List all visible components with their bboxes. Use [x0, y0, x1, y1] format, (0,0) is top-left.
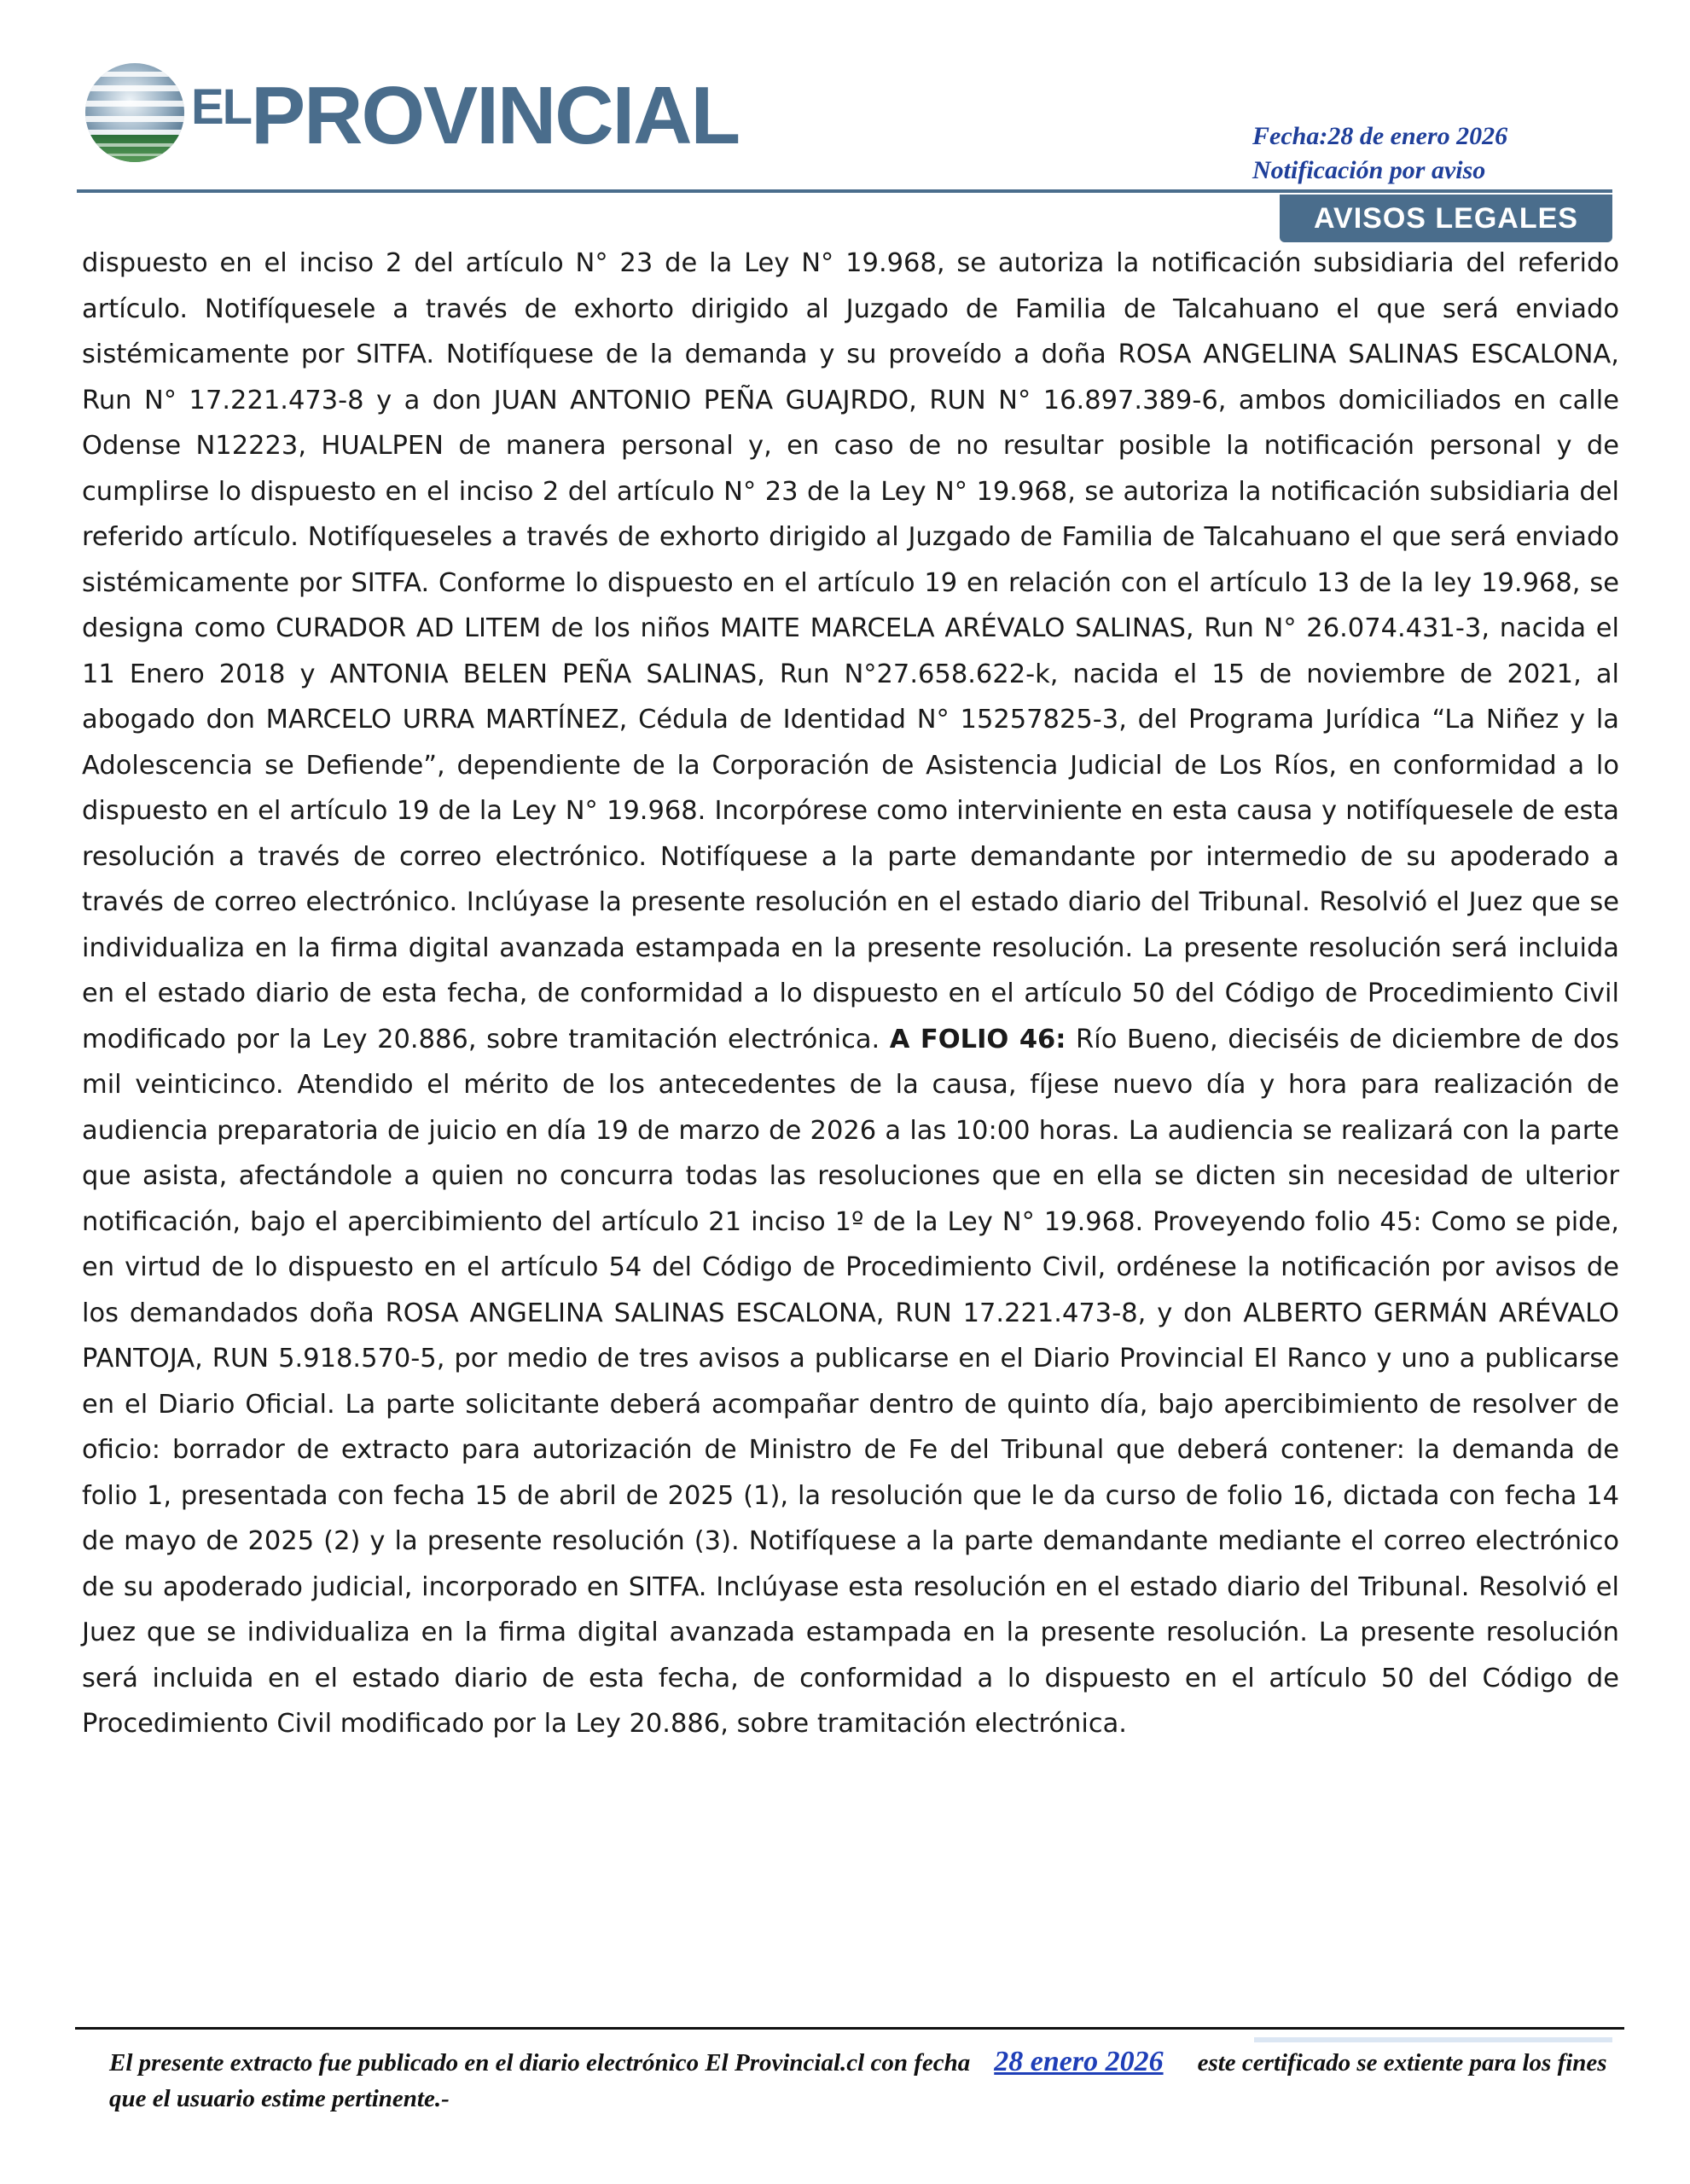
footer-accent-line — [1254, 2037, 1612, 2042]
header-meta — [1252, 119, 1507, 188]
notice-type: Notificación por aviso — [1252, 156, 1486, 184]
certificate-date: 28 enero 2026 — [994, 2046, 1164, 2077]
logo-el: EL — [191, 79, 252, 135]
certificate-text-after: este certificado se extiente para los fines que el usuario estime pertinente.- — [109, 2049, 1607, 2112]
section-tab: AVISOS LEGALES — [1280, 195, 1612, 242]
logo-name: PROVINCIAL — [251, 70, 740, 161]
notice-paragraph — [82, 241, 1619, 1747]
publication-certificate — [109, 2044, 1611, 2117]
logo — [82, 60, 740, 161]
header-divider — [77, 189, 1612, 193]
footer-divider — [75, 2027, 1624, 2030]
publication-date: Fecha:28 de enero 2026 — [1252, 122, 1508, 150]
globe-icon — [82, 60, 188, 166]
notice-text-part2: Río Bueno, dieciséis de diciembre de dos mil veinticinco. Atendido el mérito de los antecedentes de la causa, fíjese nuevo día y hora para realización de audiencia preparatoria de juicio en día 19 de marzo de 2026 a las 10:00 horas. La audiencia se realizará con la parte que asista, afectándole a quien no concurra todas las resoluciones que en ella se dicten sin necesidad de ulterior notificación, bajo el apercibimiento del artículo 21 inciso 1º de la Ley N° 19.968. Proveyendo folio 45: Como se pide, en virtud de lo dispuesto en el artículo 54 del Código de Procedimiento Civil, ordénese la notificación por avisos de los demandados doña ROSA ANGELINA SALINAS ESCALONA, RUN 17.221.473-8, y don ALBERTO GERMÁN ARÉVALO PANTOJA, RUN 5.918.570-5, por medio de tres avisos a publicarse en el Diario Provincial El Ranco y uno a publicarse en el Diario Oficial. La parte solicitante deberá acompañar dentro de quinto día, bajo apercibimiento de resolver de oficio: borrador de extracto para autorización de Ministro de Fe del Tribunal que deberá contener: la demanda de folio 1, presentada con fecha 15 de abril de 2025 (1), la resolución que le da curso de folio 16, dictada con fecha 14 de mayo de 2025 (2) y la presente resolución (3). Notifíquese a la parte demandante mediante el correo electrónico de su apoderado judicial, incorporado en SITFA. Inclúyase esta resolución en el estado diario del Tribunal. Resolvió el Juez que se individualiza en la firma digital avanzada estampada en la presente resolución. La presente resolución será incluida en el estado diario de esta fecha, de conformidad a lo dispuesto en el artículo 50 del Código de Procedimiento Civil modificado por la Ley 20.886, sobre tramitación electrónica. — [82, 1024, 1619, 1739]
legal-notice-body — [82, 241, 1619, 1747]
logo-wordmark — [191, 70, 740, 161]
notice-text-part1: dispuesto en el inciso 2 del artículo N° 23 de la Ley N° 19.968, se autoriza la notificación subsidiaria del referido artículo. Notifíquesele a través de exhorto dirigido al Juzgado de Familia de Talcahuano el que será enviado sistémicamente por SITFA. Notifíquese de la demanda y su proveído a doña ROSA ANGELINA SALINAS ESCALONA, Run N° 17.221.473-8 y a don JUAN ANTONIO PEÑA GUAJRDO, RUN N° 16.897.389-6, ambos domiciliados en calle Odense N12223, HUALPEN de manera personal y, en caso de no resultar posible la notificación personal y de cumplirse lo dispuesto en el inciso 2 del artículo N° 23 de la Ley N° 19.968, se autoriza la notificación subsidiaria del referido artículo. Notifíqueseles a través de exhorto dirigido al Juzgado de Familia de Talcahuano el que será enviado sistémicamente por SITFA. Conforme lo dispuesto en el artículo 19 en relación con el artículo 13 de la ley 19.968, se designa como CURADOR AD LITEM de los niños MAITE MARCELA ARÉVALO SALINAS, Run N° 26.074.431-3, nacida el 11 Enero 2018 y ANTONIA BELEN PEÑA SALINAS, Run N°27.658.622-k, nacida el 15 de noviembre de 2021, al abogado don MARCELO URRA MARTÍNEZ, Cédula de Identidad N° 15257825-3, del Programa Jurídica “La Niñez y la Adolescencia se Defiende”, dependiente de la Corporación de Asistencia Judicial de Los Ríos, en conformidad a lo dispuesto en el artículo 19 de la Ley N° 19.968. Incorpórese como interviniente en esta causa y notifíquesele de esta resolución a través de correo electrónico. Notifíquese a la parte demandante por intermedio de su apoderado a través de correo electrónico. Inclúyase la presente resolución en el estado diario del Tribunal. Resolvió el Juez que se individualiza en la firma digital avanzada estampada en la presente resolución. La presente resolución será incluida en el estado diario de esta fecha, de conformidad a lo dispuesto en el artículo 50 del Código de Procedimiento Civil modificado por la Ley 20.886, sobre tramitación electrónica. — [82, 248, 1619, 1054]
folio-label: A FOLIO 46: — [889, 1024, 1066, 1054]
certificate-text-before: El presente extracto fue publicado en el diario electrónico El Provincial.cl con fecha — [109, 2049, 971, 2077]
